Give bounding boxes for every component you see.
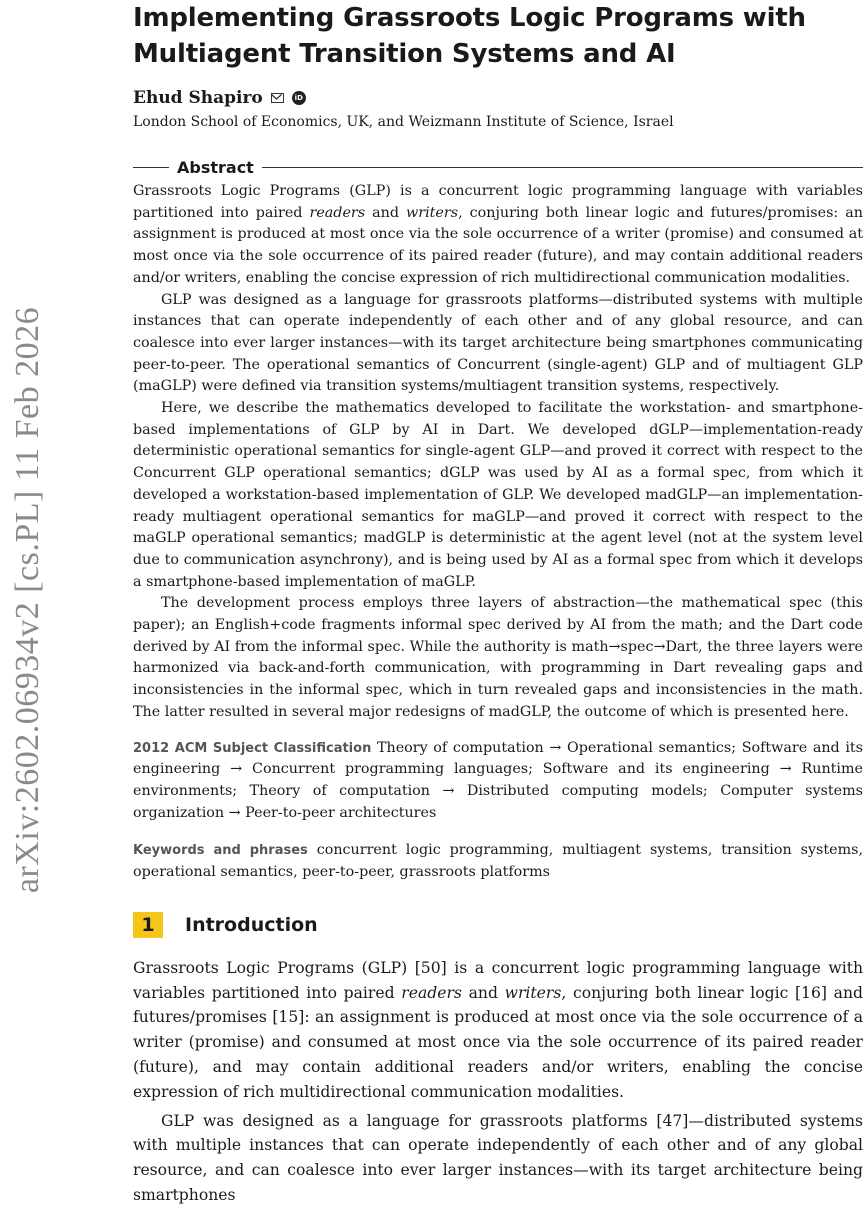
- keywords-block: [133, 840, 863, 883]
- section-title: Introduction: [185, 913, 318, 936]
- abstract-paragraph-4: The development process employs three layers of abstraction—the mathematical spec (this paper); an English+code fragments informal spec derived by AI from the math; and the Dart code derived by AI from the informal spec. While the authority is math→spec→Dart, the three layers were harmonized via back-and-forth communication, with programming in Dart revealing gaps and inconsistencies in the informal spec, which in turn revealed gaps and inconsistencies in the math. The latter resulted in several major redesigns of madGLP, the outcome of which is presented here.: [133, 595, 863, 720]
- writers-term: writers: [406, 204, 459, 221]
- title-line-1: Implementing Grassroots Logic Programs with: [133, 3, 806, 33]
- intro-paragraph-2: GLP was designed as a language for grassroots platforms [47]—distributed systems with multiple instances that can operate independently of each other and of any global resource, and can coalesce into ever larger instances—with its target architecture being smartphones: [133, 1111, 863, 1204]
- section-number-badge: 1: [133, 912, 163, 938]
- keywords-text: concurrent logic programming, multiagent systems, transition systems, operational semantics, peer-to-peer, grassroots platforms: [133, 842, 864, 881]
- abstract-rule-left: [133, 167, 169, 168]
- intro-writers-term: writers: [504, 983, 562, 1002]
- abstract-label: Abstract: [177, 158, 254, 177]
- title-line-2: Multiagent Transition Systems and AI: [133, 39, 676, 69]
- section-1-heading: [133, 912, 863, 938]
- abstract-paragraph-2: GLP was designed as a language for grassroots platforms—distributed systems with multiple instances that can operate independently of each other and of any global resource, and can coalesce into ever larger instances—with its target architecture being smartphones communicating peer-to-peer. The operational semantics of Concurrent (single-agent) GLP and of multiagent GLP (maGLP) were defined via transition systems/multiagent transition systems, respectively.: [133, 291, 863, 395]
- abstract-paragraph-3: Here, we describe the mathematics developed to facilitate the workstation- and smartphone-based implementations of GLP by AI in Dart. We developed dGLP—implementation-ready deterministic operational semantics for single-agent GLP—and proved it correct with respect to the Concurrent GLP operational semantics; dGLP was used by AI as a formal spec, from which it developed a workstation-based implementation of GLP. We developed madGLP—an implementation-ready multiagent operational semantics for maGLP—and proved it correct with respect to the maGLP operational semantics; madGLP is deterministic at the agent level (not at the system level due to communication asynchrony), and is being used by AI as a formal spec from which it develops a smartphone-based implementation of maGLP.: [133, 400, 863, 590]
- abstract-heading: [133, 158, 863, 177]
- envelope-icon[interactable]: [271, 93, 284, 103]
- abstract-body: [133, 181, 863, 724]
- acm-text: Theory of computation → Operational semantics; Software and its engineering → Concurrent programming languages; Software and its engineering → Runtime environments; Theory of computation → Distributed computing models; Computer systems organization → Peer-to-peer architectures: [133, 739, 863, 821]
- abstract-rule-right: [262, 167, 863, 168]
- author-name: Ehud Shapiro: [133, 88, 263, 108]
- author-affiliation: London School of Economics, UK, and Weizmann Institute of Science, Israel: [133, 114, 674, 130]
- paper-page: [133, 0, 863, 1208]
- paper-title: [133, 0, 863, 72]
- keywords-label: Keywords and phrases: [133, 843, 308, 859]
- acm-classification: [133, 738, 863, 825]
- orcid-icon[interactable]: iD: [292, 91, 306, 105]
- intro-paragraph-1: Grassroots Logic Programs (GLP) [50] is a concurrent logic programming language with variables partitioned into paired readers and writers, conjuring both linear logic [16] and futures/promises [15]: an assignment is produced at most once via the sole occurrence of a writer (promise) and consumed at most once via the sole occurrence of its paired reader (future), and may contain additional readers and/or writers, enabling the concise expression of rich multidirectional communication modalities.: [133, 958, 863, 1101]
- arxiv-identifier: arXiv:2602.06934v2 [cs.PL] 11 Feb 2026: [9, 306, 46, 894]
- acm-label: 2012 ACM Subject Classification: [133, 740, 372, 756]
- abstract-paragraph-1: Grassroots Logic Programs (GLP) is a concurrent logic programming language with variables partitioned into paired readers and writers, conjuring both linear logic and futures/promises: an assignment is produced at most once via the sole occurrence of a writer (promise) and consumed at most once via the sole occurrence of its paired reader (future), and may contain additional readers and/or writers, enabling the concise expression of rich multidirectional communication modalities.: [133, 183, 863, 286]
- author-row: [133, 88, 863, 108]
- readers-term: readers: [309, 204, 366, 221]
- intro-readers-term: readers: [401, 983, 462, 1002]
- introduction-body: [133, 956, 863, 1208]
- arxiv-sidebar: [0, 0, 55, 1200]
